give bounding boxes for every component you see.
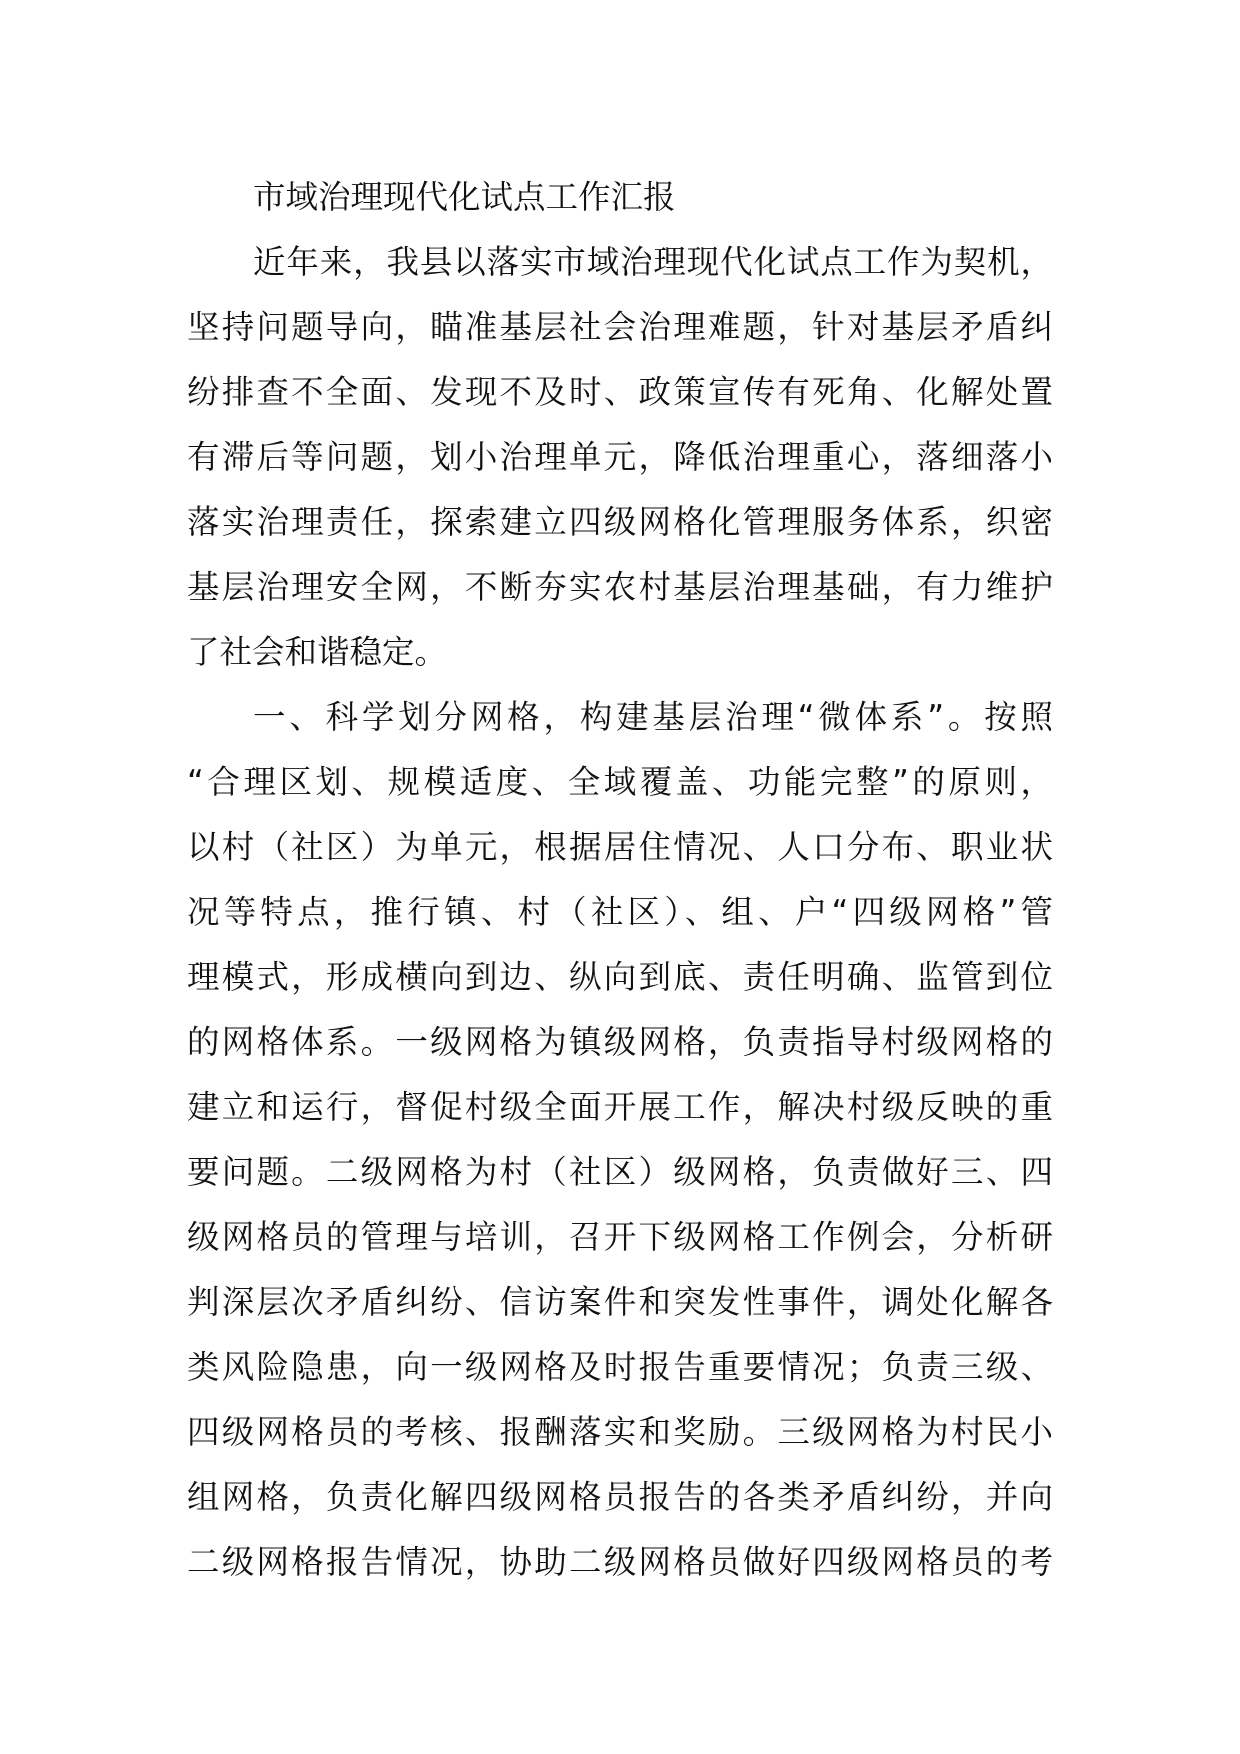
paragraph-line: 了社会和谐稳定。	[187, 633, 448, 671]
paragraph-line: 理模式，形成横向到边、纵向到底、责任明确、监管到位	[187, 958, 1053, 996]
paragraph-line: 近年来，我县以落实市域治理现代化试点工作为契机，	[253, 243, 1053, 281]
paragraph-line: 要问题。二级网格为村（社区）级网格，负责做好三、四	[187, 1153, 1053, 1191]
paragraph-intro	[187, 230, 1053, 685]
document-title: 市域治理现代化试点工作汇报	[253, 178, 676, 216]
paragraph-line: 有滞后等问题，划小治理单元，降低治理重心，落细落小	[187, 438, 1053, 476]
paragraph-section-one	[187, 685, 1053, 1595]
paragraph-line: 的网格体系。一级网格为镇级网格，负责指导村级网格的	[187, 1023, 1053, 1061]
paragraph-line: 四级网格员的考核、报酬落实和奖励。三级网格为村民小	[187, 1413, 1053, 1451]
paragraph-line: 级网格员的管理与培训，召开下级网格工作例会，分析研	[187, 1218, 1053, 1256]
paragraph-line: 况等特点，推行镇、村（社区）、组、户“四级网格”管	[187, 893, 1053, 931]
document-body	[187, 165, 1053, 1595]
paragraph-line: 类风险隐患，向一级网格及时报告重要情况；负责三级、	[187, 1348, 1053, 1386]
paragraph-line: 二级网格报告情况，协助二级网格员做好四级网格员的考	[187, 1543, 1053, 1581]
paragraph-line: 基层治理安全网，不断夯实农村基层治理基础，有力维护	[187, 568, 1053, 606]
paragraph-line: 落实治理责任，探索建立四级网格化管理服务体系，织密	[187, 503, 1053, 541]
paragraph-line: 组网格，负责化解四级网格员报告的各类矛盾纠纷，并向	[187, 1478, 1053, 1516]
paragraph-line: 建立和运行，督促村级全面开展工作，解决村级反映的重	[187, 1088, 1053, 1126]
paragraph-line: 判深层次矛盾纠纷、信访案件和突发性事件，调处化解各	[187, 1283, 1053, 1321]
paragraph-line: 纷排查不全面、发现不及时、政策宣传有死角、化解处置	[187, 373, 1053, 411]
paragraph-line: 以村（社区）为单元，根据居住情况、人口分布、职业状	[187, 828, 1053, 866]
paragraph-line: “合理区划、规模适度、全域覆盖、功能完整”的原则，	[187, 763, 1053, 801]
paragraph-line: 坚持问题导向，瞄准基层社会治理难题，针对基层矛盾纠	[187, 308, 1053, 346]
paragraph-line: 一、科学划分网格，构建基层治理“微体系”。按照	[253, 698, 1053, 736]
